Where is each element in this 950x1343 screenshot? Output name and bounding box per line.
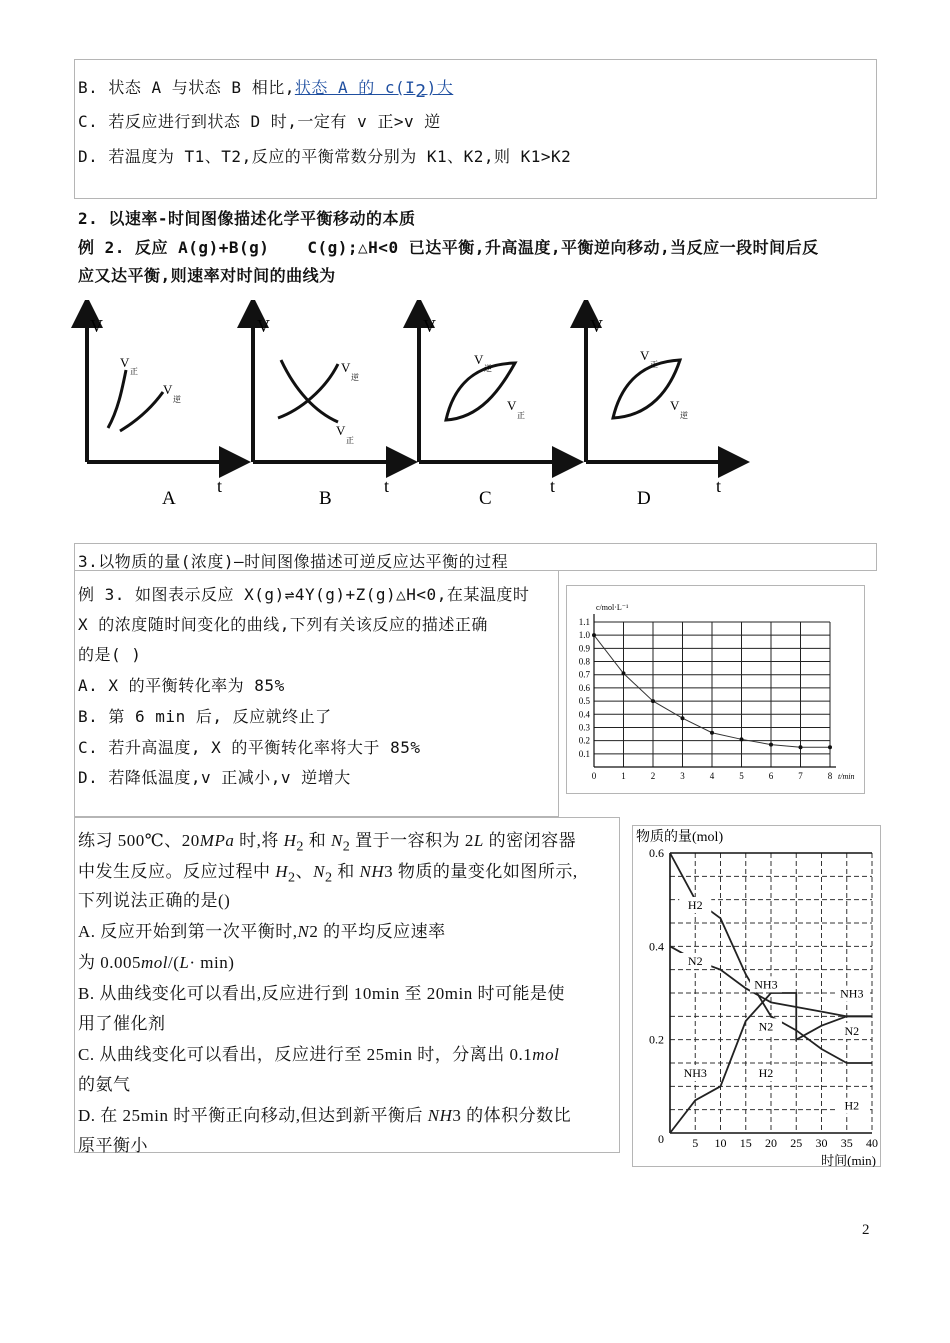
option-b-link[interactable] <box>294 78 454 103</box>
practice-n2: N <box>297 922 310 941</box>
practice-text: 中发生反应。反应过程中 <box>78 862 276 881</box>
y-tick-label: 1.1 <box>578 617 590 627</box>
graph-b-curve1: V <box>341 360 351 375</box>
x-tick-label: 1 <box>621 771 626 781</box>
data-point <box>769 743 773 747</box>
example-2-line-2: 应又达平衡,则速率对时间的曲线为 <box>78 266 336 285</box>
y-tick-label: 0.8 <box>578 656 590 667</box>
x-tick-label: 5 <box>692 1136 699 1150</box>
option-d-line: D. 若温度为 T1、T2,反应的平衡常数分别为 K1、K2,则 K1>K2 <box>78 147 572 166</box>
series-label: H2 <box>844 1098 860 1113</box>
y-tick-label: 0.9 <box>578 643 590 654</box>
x-tick-label: 25 <box>790 1136 803 1150</box>
graph-c-curve2-sub: 正 <box>517 411 525 420</box>
section-3-heading: 3.以物质的量(浓度)—时间图像描述可逆反应达平衡的过程 <box>78 552 509 571</box>
graph-b <box>253 312 402 509</box>
graph-c-axis-x: t <box>550 476 556 496</box>
practice-text: 练习 500℃、20 <box>78 831 200 850</box>
practice-text: 3 物质的量变化如图所示, <box>384 862 578 881</box>
y-tick-label: 0.2 <box>578 735 590 746</box>
y-tick-label: 0.7 <box>578 669 590 680</box>
option-b-link-end: )大 <box>426 78 454 97</box>
practice-text: 、 <box>295 862 314 881</box>
graph-a-curve2: V <box>163 382 173 397</box>
graph-a-curve2-sub: 逆 <box>173 395 181 404</box>
x-tick-label: 15 <box>739 1136 752 1150</box>
option-b-line <box>78 75 453 102</box>
practice-n2: N <box>330 831 343 850</box>
chart-1-concentration <box>566 585 865 794</box>
graph-a-option: A <box>162 488 176 509</box>
x-tick-label: 6 <box>768 771 774 781</box>
page-number: 2 <box>862 1222 870 1238</box>
x-axis-label: 时间(min) <box>821 1153 876 1167</box>
option-b-link-text: 状态 A 的 c(I <box>294 78 416 97</box>
series-label: H2 <box>687 898 703 912</box>
y-tick-label: 0 <box>658 1132 664 1146</box>
practice-option-a-1 <box>78 917 446 942</box>
y-tick-label: 0.3 <box>578 722 590 733</box>
graph-d-axis-x: t <box>716 476 722 496</box>
graph-c-axis-y: V <box>423 316 436 336</box>
practice-text: 为 0.005 <box>78 953 141 972</box>
series-label: N2 <box>844 1024 860 1038</box>
graph-b-curve2-sub: 正 <box>346 436 354 445</box>
option-b-text: B. 状态 A 与状态 B 相比, <box>78 78 295 97</box>
example-3-option-a: A. X 的平衡转化率为 85% <box>78 676 285 695</box>
x-tick-label: 30 <box>815 1136 828 1150</box>
example-2-line-1 <box>78 235 819 258</box>
y-axis-label: c/mol·L⁻¹ <box>596 603 629 612</box>
practice-text: 时,将 <box>234 831 284 850</box>
practice-text: C. 从曲线变化可以看出，反应进行至 25min 时，分离出 0.1 <box>78 1045 533 1064</box>
data-point <box>710 731 714 735</box>
practice-sub: 2 <box>296 838 304 855</box>
practice-unit: MPa <box>199 831 235 850</box>
practice-text: D. 在 25min 时平衡正向移动,但达到新平衡后 <box>78 1106 428 1125</box>
series-label: NH3 <box>683 1066 707 1080</box>
data-point <box>651 699 655 703</box>
practice-sub: 2 <box>288 869 296 886</box>
graph-b-axis-x: t <box>384 476 390 496</box>
series-label: NH3 <box>754 977 778 992</box>
graph-c-curve1: V <box>474 352 484 367</box>
graph-d <box>586 312 734 509</box>
graph-c-curve1-sub: 逆 <box>484 364 492 373</box>
practice-text: /( <box>168 953 180 972</box>
graph-b-curve1-sub: 逆 <box>351 373 359 382</box>
y-tick-label: 1.0 <box>578 630 590 641</box>
practice-unit: L <box>473 831 484 850</box>
practice-h2: H <box>275 862 289 881</box>
x-tick-label: 3 <box>680 771 685 781</box>
practice-text: 2 的平均反应速率 <box>309 922 446 941</box>
practice-line-2 <box>78 857 578 886</box>
y-tick-label: 0.4 <box>649 939 664 954</box>
y-tick-label: 0.5 <box>578 696 590 707</box>
y-tick-label: 0.6 <box>649 846 664 860</box>
example-3-q2: X 的浓度随时间变化的曲线,下列有关该反应的描述正确 <box>78 615 488 634</box>
graph-c-curve2: V <box>507 398 517 413</box>
practice-text: 和 <box>303 831 331 850</box>
practice-option-b-2: 用了催化剂 <box>78 1014 166 1033</box>
data-point <box>740 737 744 741</box>
series-label: N2 <box>687 954 703 968</box>
data-point <box>622 671 626 675</box>
y-tick-label: 0.6 <box>578 682 590 693</box>
example-3-q1: 例 3. 如图表示反应 X(g)⇌4Y(g)+Z(g)△H<0,在某温度时 <box>78 585 530 604</box>
y-tick-label: 0.1 <box>578 748 590 759</box>
x-tick-label: 5 <box>739 771 744 781</box>
graph-a-axis-x: t <box>217 476 223 496</box>
x-tick-label: 4 <box>709 771 715 781</box>
graph-c-option: C <box>479 488 492 509</box>
rate-time-graphs <box>70 300 770 515</box>
x-tick-label: 7 <box>798 771 803 781</box>
practice-h2: H <box>283 831 297 850</box>
practice-option-a-2 <box>78 948 234 973</box>
x-tick-label: 35 <box>840 1136 853 1150</box>
practice-n2: N <box>313 862 325 881</box>
practice-text: 3 的体积分数比 <box>452 1106 572 1125</box>
example-2-condition: C(g);△H<0 已达平衡,升高温度,平衡逆向移动,当反应一段时间后反 <box>307 238 819 257</box>
graph-a-curve1: V <box>120 355 130 370</box>
practice-text: A. 反应开始到第一次平衡时, <box>78 922 298 941</box>
practice-line-1 <box>78 826 576 855</box>
option-c-line: C. 若反应进行到状态 D 时,一定有 v 正>v 逆 <box>78 112 441 131</box>
practice-nh3: NH <box>359 862 385 881</box>
graph-c <box>419 312 568 509</box>
example-3-option-d: D. 若降低温度,v 正减小,v 逆增大 <box>78 768 351 787</box>
practice-unit: L <box>179 953 190 972</box>
practice-option-c-2: 的氨气 <box>78 1075 131 1094</box>
example-3-q3: 的是( ) <box>78 645 142 664</box>
x-tick-label: 8 <box>827 771 833 781</box>
data-point <box>799 745 803 749</box>
graph-b-axis-y: V <box>257 316 270 336</box>
practice-nh3: NH <box>427 1106 453 1125</box>
x-tick-label: 20 <box>765 1136 777 1150</box>
graph-a-axis-y: V <box>90 316 103 336</box>
practice-text: · min) <box>189 953 235 972</box>
series-label: NH3 <box>840 986 864 1001</box>
practice-text: 置于一容积为 2 <box>350 831 474 850</box>
practice-unit: mol <box>141 953 168 972</box>
data-point <box>828 745 832 749</box>
x-tick-label: 40 <box>866 1136 878 1150</box>
data-point <box>592 633 596 637</box>
graph-d-option: D <box>637 488 651 509</box>
graph-d-curve2-sub: 逆 <box>680 411 688 420</box>
y-axis-label: 物质的量(mol) <box>636 830 724 845</box>
series-label: H2 <box>758 1066 774 1080</box>
graph-d-curve1: V <box>640 348 650 363</box>
y-tick-label: 0.4 <box>578 709 590 720</box>
graph-d-curve2: V <box>670 398 680 413</box>
x-tick-label: 2 <box>650 771 656 781</box>
practice-option-d-1 <box>78 1101 571 1126</box>
data-point <box>681 716 685 720</box>
graph-d-curve1-sub: 正 <box>650 360 658 369</box>
practice-line-3: 下列说法正确的是() <box>78 891 231 910</box>
example-2-reactants: 例 2. 反应 A(g)+B(g) <box>78 238 270 257</box>
y-tick-label: 0.2 <box>649 1032 664 1047</box>
x-tick-label: 10 <box>714 1136 727 1150</box>
example-3-option-b: B. 第 6 min 后, 反应就终止了 <box>78 707 332 726</box>
section-2-heading: 2. 以速率-时间图像描述化学平衡移动的本质 <box>78 209 416 228</box>
practice-sub: 2 <box>324 869 333 886</box>
x-axis-label: t/min <box>838 772 855 781</box>
graph-b-option: B <box>319 488 332 509</box>
practice-text: 的密闭容器 <box>483 831 577 850</box>
practice-option-d-2: 原平衡小 <box>78 1136 148 1155</box>
example-3-option-c: C. 若升高温度, X 的平衡转化率将大于 85% <box>78 738 421 757</box>
chart-2-amount <box>632 825 881 1167</box>
series-label: N2 <box>758 1019 774 1034</box>
practice-sub: 2 <box>342 838 351 855</box>
graph-d-axis-y: V <box>590 316 603 336</box>
practice-option-c-1 <box>78 1040 559 1065</box>
graph-b-curve2: V <box>336 423 346 438</box>
graph-a-curve1-sub: 正 <box>130 367 138 376</box>
practice-option-b-1: B. 从曲线变化可以看出,反应进行到 10min 至 20min 时可能是使 <box>78 984 565 1003</box>
practice-unit: mol <box>532 1045 560 1064</box>
x-tick-label: 0 <box>591 771 597 781</box>
option-b-sub: 2 <box>415 81 427 103</box>
practice-text: 和 <box>332 862 360 881</box>
graph-a <box>87 312 235 509</box>
